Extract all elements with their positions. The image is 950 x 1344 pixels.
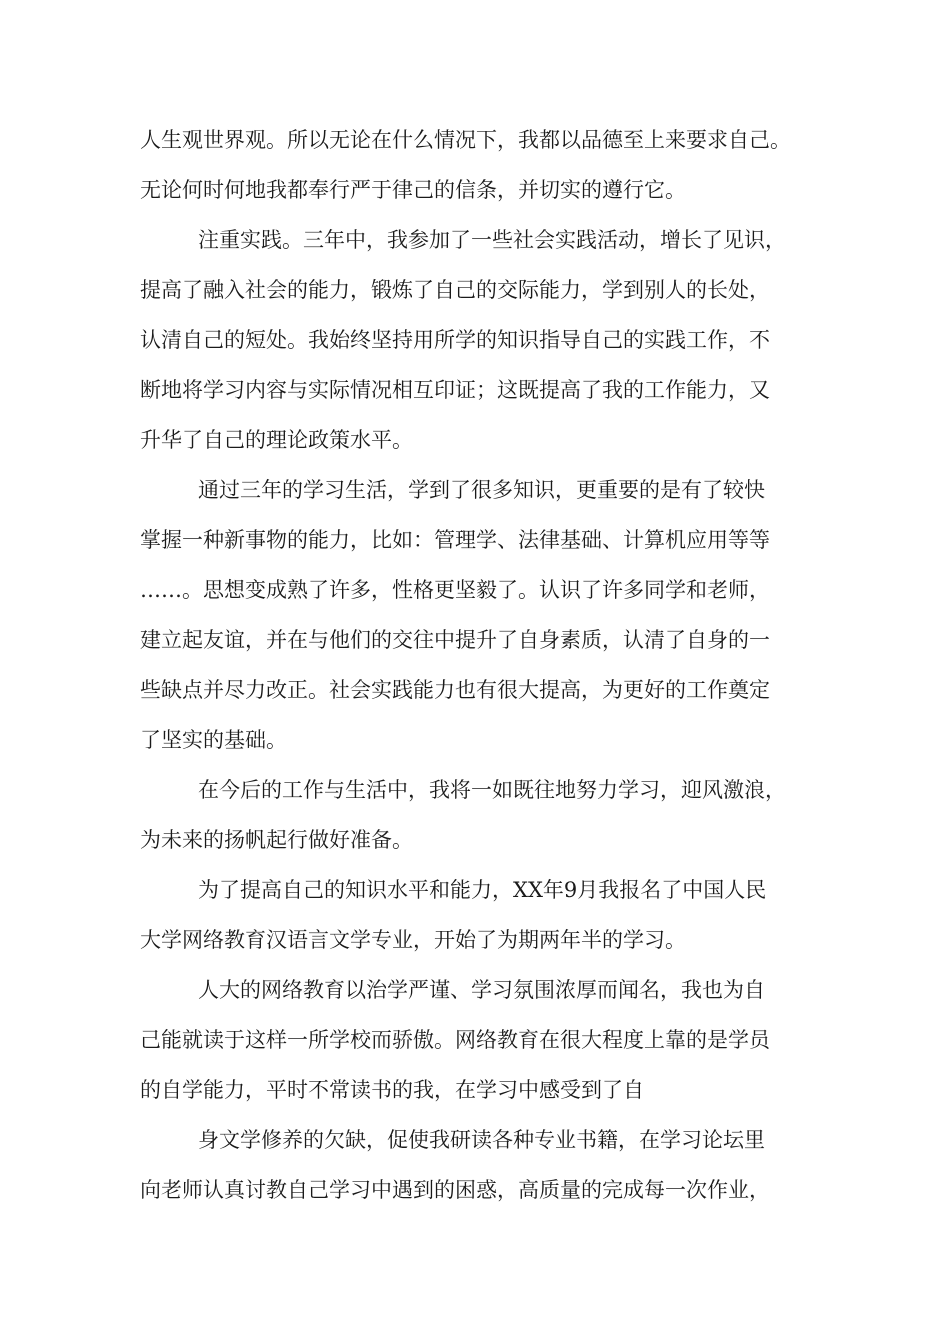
text-line: 断地将学习内容与实际情况相互印证；这既提高了我的工作能力，又 [140, 378, 770, 402]
text-line: 在今后的工作与生活中，我将一如既往地努力学习，迎风激浪， [198, 778, 786, 802]
text-line: 为了提高自己的知识水平和能力，XX年9月我报名了中国人民 [198, 878, 767, 902]
text-line: 向老师认真讨教自己学习中遇到的困惑，高质量的完成每一次作业， [140, 1178, 770, 1202]
document-body [140, 115, 820, 1215]
text-line: 为未来的扬帆起行做好准备。 [140, 828, 413, 852]
text-line: 了坚实的基础。 [140, 728, 287, 752]
text-line: 己能就读于这样一所学校而骄傲。网络教育在很大程度上靠的是学员 [140, 1028, 770, 1052]
text-line: 无论何时何地我都奉行严于律己的信条，并切实的遵行它。 [140, 178, 686, 202]
text-line: 的自学能力，平时不常读书的我，在学习中感受到了自 [140, 1078, 644, 1102]
text-line: 人大的网络教育以治学严谨、学习氛围浓厚而闻名，我也为自 [198, 978, 765, 1002]
text-line: 提高了融入社会的能力，锻炼了自己的交际能力，学到别人的长处， [140, 278, 770, 302]
text-line: 些缺点并尽力改正。社会实践能力也有很大提高，为更好的工作奠定 [140, 678, 770, 702]
text-line: ……。思想变成熟了许多，性格更坚毅了。认识了许多同学和老师， [140, 578, 770, 602]
text-line: 通过三年的学习生活，学到了很多知识，更重要的是有了较快 [198, 478, 765, 502]
text-line: 注重实践。三年中，我参加了一些社会实践活动，增长了见识， [198, 228, 786, 252]
text-line: 认清自己的短处。我始终坚持用所学的知识指导自己的实践工作，不 [140, 328, 770, 352]
text-line: 升华了自己的理论政策水平。 [140, 428, 413, 452]
text-line: 掌握一种新事物的能力，比如：管理学、法律基础、计算机应用等等 [140, 528, 770, 552]
text-line: 身文学修养的欠缺，促使我研读各种专业书籍，在学习论坛里 [198, 1128, 765, 1152]
text-line: 大学网络教育汉语言文学专业，开始了为期两年半的学习。 [140, 928, 686, 952]
text-line: 建立起友谊，并在与他们的交往中提升了自身素质，认清了自身的一 [140, 628, 770, 652]
text-line: 人生观世界观。所以无论在什么情况下，我都以品德至上来要求自己。 [140, 128, 791, 152]
